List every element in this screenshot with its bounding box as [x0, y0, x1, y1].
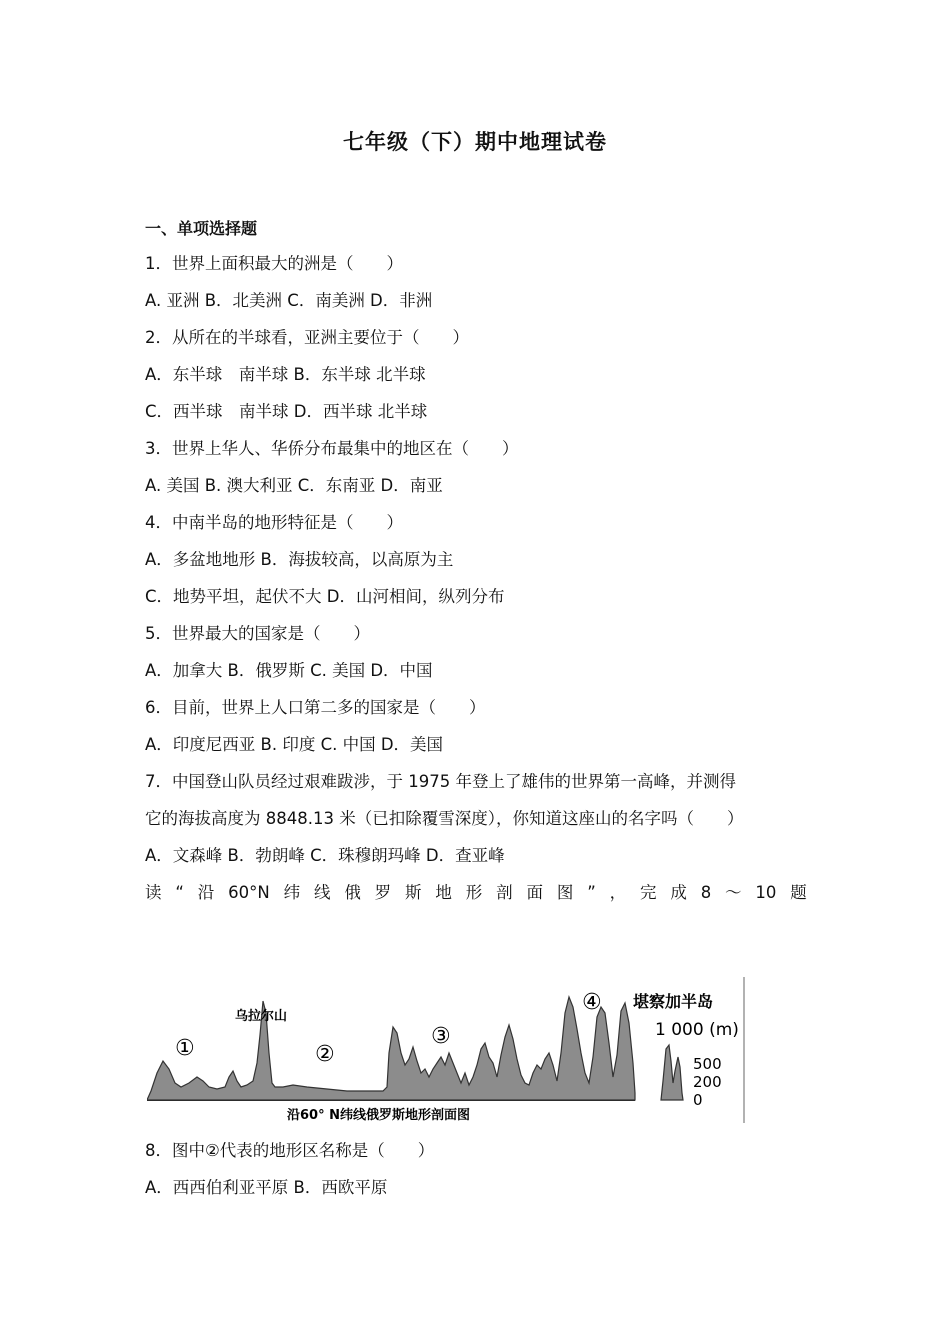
section-heading: 一、单项选择题	[145, 219, 258, 238]
terrain-silhouette	[147, 997, 635, 1100]
question-8: 8．图中②代表的地形区名称是（ ）	[145, 1141, 435, 1160]
label-kamchatka: 堪察加半岛	[633, 992, 714, 1011]
question-3: 3．世界上华人、华侨分布最集中的地区在（ ）	[145, 439, 519, 458]
question-5: 5．世界最大的国家是（ ）	[145, 624, 370, 643]
question-2: 2．从所在的半球看，亚洲主要位于（ ）	[145, 328, 469, 347]
terrain-profile-svg	[147, 973, 747, 1125]
question-4: 4．中南半岛的地形特征是（ ）	[145, 513, 403, 532]
question-1: 1．世界上面积最大的洲是（ ）	[145, 254, 403, 273]
question-7-line-2: 它的海拔高度为 8848.13 米（已扣除覆雪深度），你知道这座山的名字吗（ ）	[145, 809, 744, 828]
figure-caption: 沿60° N纬线俄罗斯地形剖面图	[287, 1108, 470, 1123]
label-ural-mountains: 乌拉尔山	[235, 1009, 288, 1024]
elevation-200: 200	[693, 1073, 722, 1091]
page-title: 七年级（下）期中地理试卷	[343, 130, 607, 154]
question-6: 6．目前，世界上人口第二多的国家是（ ）	[145, 698, 486, 717]
elevation-500: 500	[693, 1055, 722, 1073]
elevation-0: 0	[693, 1091, 703, 1109]
question-2-options-cd: C．西半球 南半球 D．西半球 北半球	[145, 402, 428, 421]
question-2-options-ab: A．东半球 南半球 B．东半球 北半球	[145, 365, 426, 384]
question-7-options: A．文森峰 B．勃朗峰 C．珠穆朗玛峰 D．查亚峰	[145, 846, 505, 865]
question-8-options: A．西西伯利亚平原 B．西欧平原	[145, 1178, 388, 1197]
question-4-options-ab: A．多盆地地形 B．海拔较高，以高原为主	[145, 550, 454, 569]
question-3-options: A. 美国 B. 澳大利亚 C．东南亚 D．南亚	[145, 476, 443, 495]
terrain-profile-figure	[147, 973, 747, 1125]
reading-instruction: 读 “ 沿 60°N 纬 线 俄 罗 斯 地 形 剖 面 图 ” ， 完 成 8 ～ 10 题	[145, 883, 807, 902]
marker-3: ③	[431, 1024, 451, 1049]
question-6-options: A．印度尼西亚 B. 印度 C. 中国 D．美国	[145, 735, 444, 754]
question-4-options-cd: C．地势平坦，起伏不大 D．山河相间，纵列分布	[145, 587, 505, 606]
marker-2: ②	[315, 1042, 335, 1067]
marker-4: ④	[582, 990, 602, 1015]
question-7-line-1: 7．中国登山队员经过艰难跋涉，于 1975 年登上了雄伟的世界第一高峰，并测得	[145, 772, 736, 791]
question-1-options: A. 亚洲 B．北美洲 C．南美洲 D．非洲	[145, 291, 433, 310]
question-5-options: A．加拿大 B．俄罗斯 C. 美国 D．中国	[145, 661, 433, 680]
marker-1: ①	[175, 1036, 195, 1061]
kamchatka-mini-profile	[661, 1045, 683, 1100]
elevation-1000: 1 000 (m)	[655, 1020, 739, 1040]
